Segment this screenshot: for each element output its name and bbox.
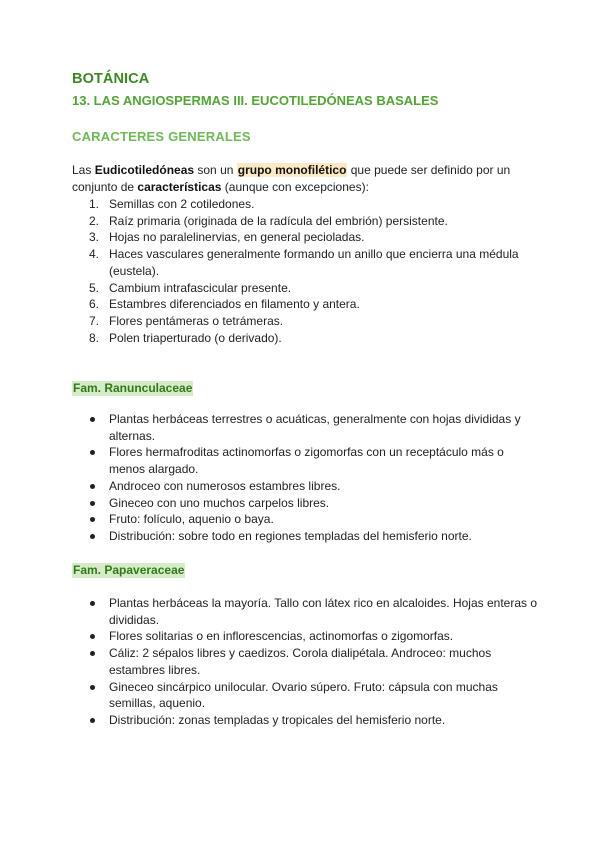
list-item xyxy=(72,511,542,528)
list-item-text: Androceo con numerosos estambres libres. xyxy=(109,478,341,493)
bullet-icon xyxy=(90,501,95,506)
papaveraceae-list xyxy=(72,595,542,729)
bullet-icon xyxy=(90,634,95,639)
intro-text-3: que puede ser definido por un conjunto de xyxy=(72,163,511,194)
list-number: 4. xyxy=(89,247,100,262)
list-item xyxy=(72,296,542,313)
bullet-icon xyxy=(90,651,95,656)
characteristics-list xyxy=(72,196,542,346)
bullet-icon xyxy=(90,718,95,723)
bullet-icon xyxy=(90,417,95,422)
list-item-text: Haces vasculares generalmente formando un anillo que encierra una médula (eustela). xyxy=(109,247,519,278)
intro-highlight: grupo monofilético xyxy=(237,163,347,177)
list-item xyxy=(72,495,542,512)
list-number: 8. xyxy=(89,330,100,345)
list-item-text: Flores solitarias o en inflorescencias, actinomorfas o zigomorfas. xyxy=(109,629,454,644)
list-number: 1. xyxy=(89,197,100,211)
list-item xyxy=(72,444,542,477)
list-item xyxy=(72,645,542,678)
intro-text-4: (aunque con excepciones): xyxy=(221,180,369,194)
list-item xyxy=(72,712,542,729)
list-item xyxy=(72,628,542,645)
list-number: 5. xyxy=(89,280,100,295)
list-item-text: Estambres diferenciados en filamento y antera. xyxy=(109,297,360,312)
intro-term: Eudicotiledóneas xyxy=(94,163,195,177)
family-heading-papaveraceae: Fam. Papaveraceae xyxy=(73,563,185,577)
list-item-text: Raíz primaria (originada de la radícula del embrión) persistente. xyxy=(109,213,448,228)
list-item xyxy=(72,196,542,213)
list-item-text: Gineceo sincárpico unilocular. Ovario súpero. Fruto: cápsula con muchas semillas, aquenio. xyxy=(109,679,498,711)
list-number: 3. xyxy=(89,230,100,245)
intro-term-2: características xyxy=(137,180,222,194)
bullet-icon xyxy=(90,685,95,690)
list-item xyxy=(72,313,542,330)
ranunculaceae-list xyxy=(72,411,542,545)
list-item xyxy=(72,246,542,279)
list-item-text: Polen triaperturado (o derivado). xyxy=(109,330,282,345)
list-item-text: Fruto: folículo, aquenio o baya. xyxy=(109,512,274,527)
bullet-icon xyxy=(90,517,95,522)
list-item xyxy=(72,213,542,230)
intro-paragraph xyxy=(72,162,542,196)
bullet-icon xyxy=(90,601,95,606)
list-item xyxy=(72,478,542,495)
list-item xyxy=(72,595,542,628)
list-number: 6. xyxy=(89,297,100,312)
document-title: BOTÁNICA xyxy=(72,71,150,87)
list-item xyxy=(72,679,542,712)
list-item xyxy=(72,528,542,545)
list-item-text: Semillas con 2 cotiledones. xyxy=(109,197,255,211)
list-item-text: Hojas no paralelinervias, en general pecioladas. xyxy=(109,230,365,245)
list-number: 7. xyxy=(89,313,100,328)
chapter-subtitle: 13. LAS ANGIOSPERMAS III. EUCOTILEDÓNEAS BASALES xyxy=(72,93,439,108)
list-item-text: Flores hermafroditas actinomorfas o zigomorfas con un receptáculo más o menos alargado. xyxy=(109,445,504,477)
list-item xyxy=(72,330,542,347)
intro-text-1: Las xyxy=(72,163,95,177)
list-item xyxy=(72,280,542,297)
list-item-text: Flores pentámeras o tetrámeras. xyxy=(109,313,284,328)
list-item-text: Distribución: zonas templadas y tropicales del hemisferio norte. xyxy=(109,712,446,727)
list-item xyxy=(72,411,542,444)
intro-text-2: son un xyxy=(194,163,237,177)
bullet-icon xyxy=(90,534,95,539)
list-item-text: Plantas herbáceas la mayoría. Tallo con látex rico en alcaloides. Hojas enteras o divididas. xyxy=(109,596,538,627)
section-heading: CARACTERES GENERALES xyxy=(72,129,251,144)
list-item-text: Gineceo con uno muchos carpelos libres. xyxy=(109,495,330,510)
list-item-text: Distribución: sobre todo en regiones templadas del hemisferio norte. xyxy=(109,528,472,543)
bullet-icon xyxy=(90,450,95,455)
list-item xyxy=(72,229,542,246)
list-item-text: Cambium intrafascicular presente. xyxy=(109,280,292,295)
list-item-text: Plantas herbáceas terrestres o acuáticas, generalmente con hojas divididas y alternas. xyxy=(109,412,521,443)
family-heading-ranunculaceae: Fam. Ranunculaceae xyxy=(73,381,193,395)
list-item-text: Cáliz: 2 sépalos libres y caedizos. Corola dialipétala. Androceo: muchos estambres libres. xyxy=(109,646,492,677)
list-number: 2. xyxy=(89,213,100,228)
bullet-icon xyxy=(90,484,95,489)
